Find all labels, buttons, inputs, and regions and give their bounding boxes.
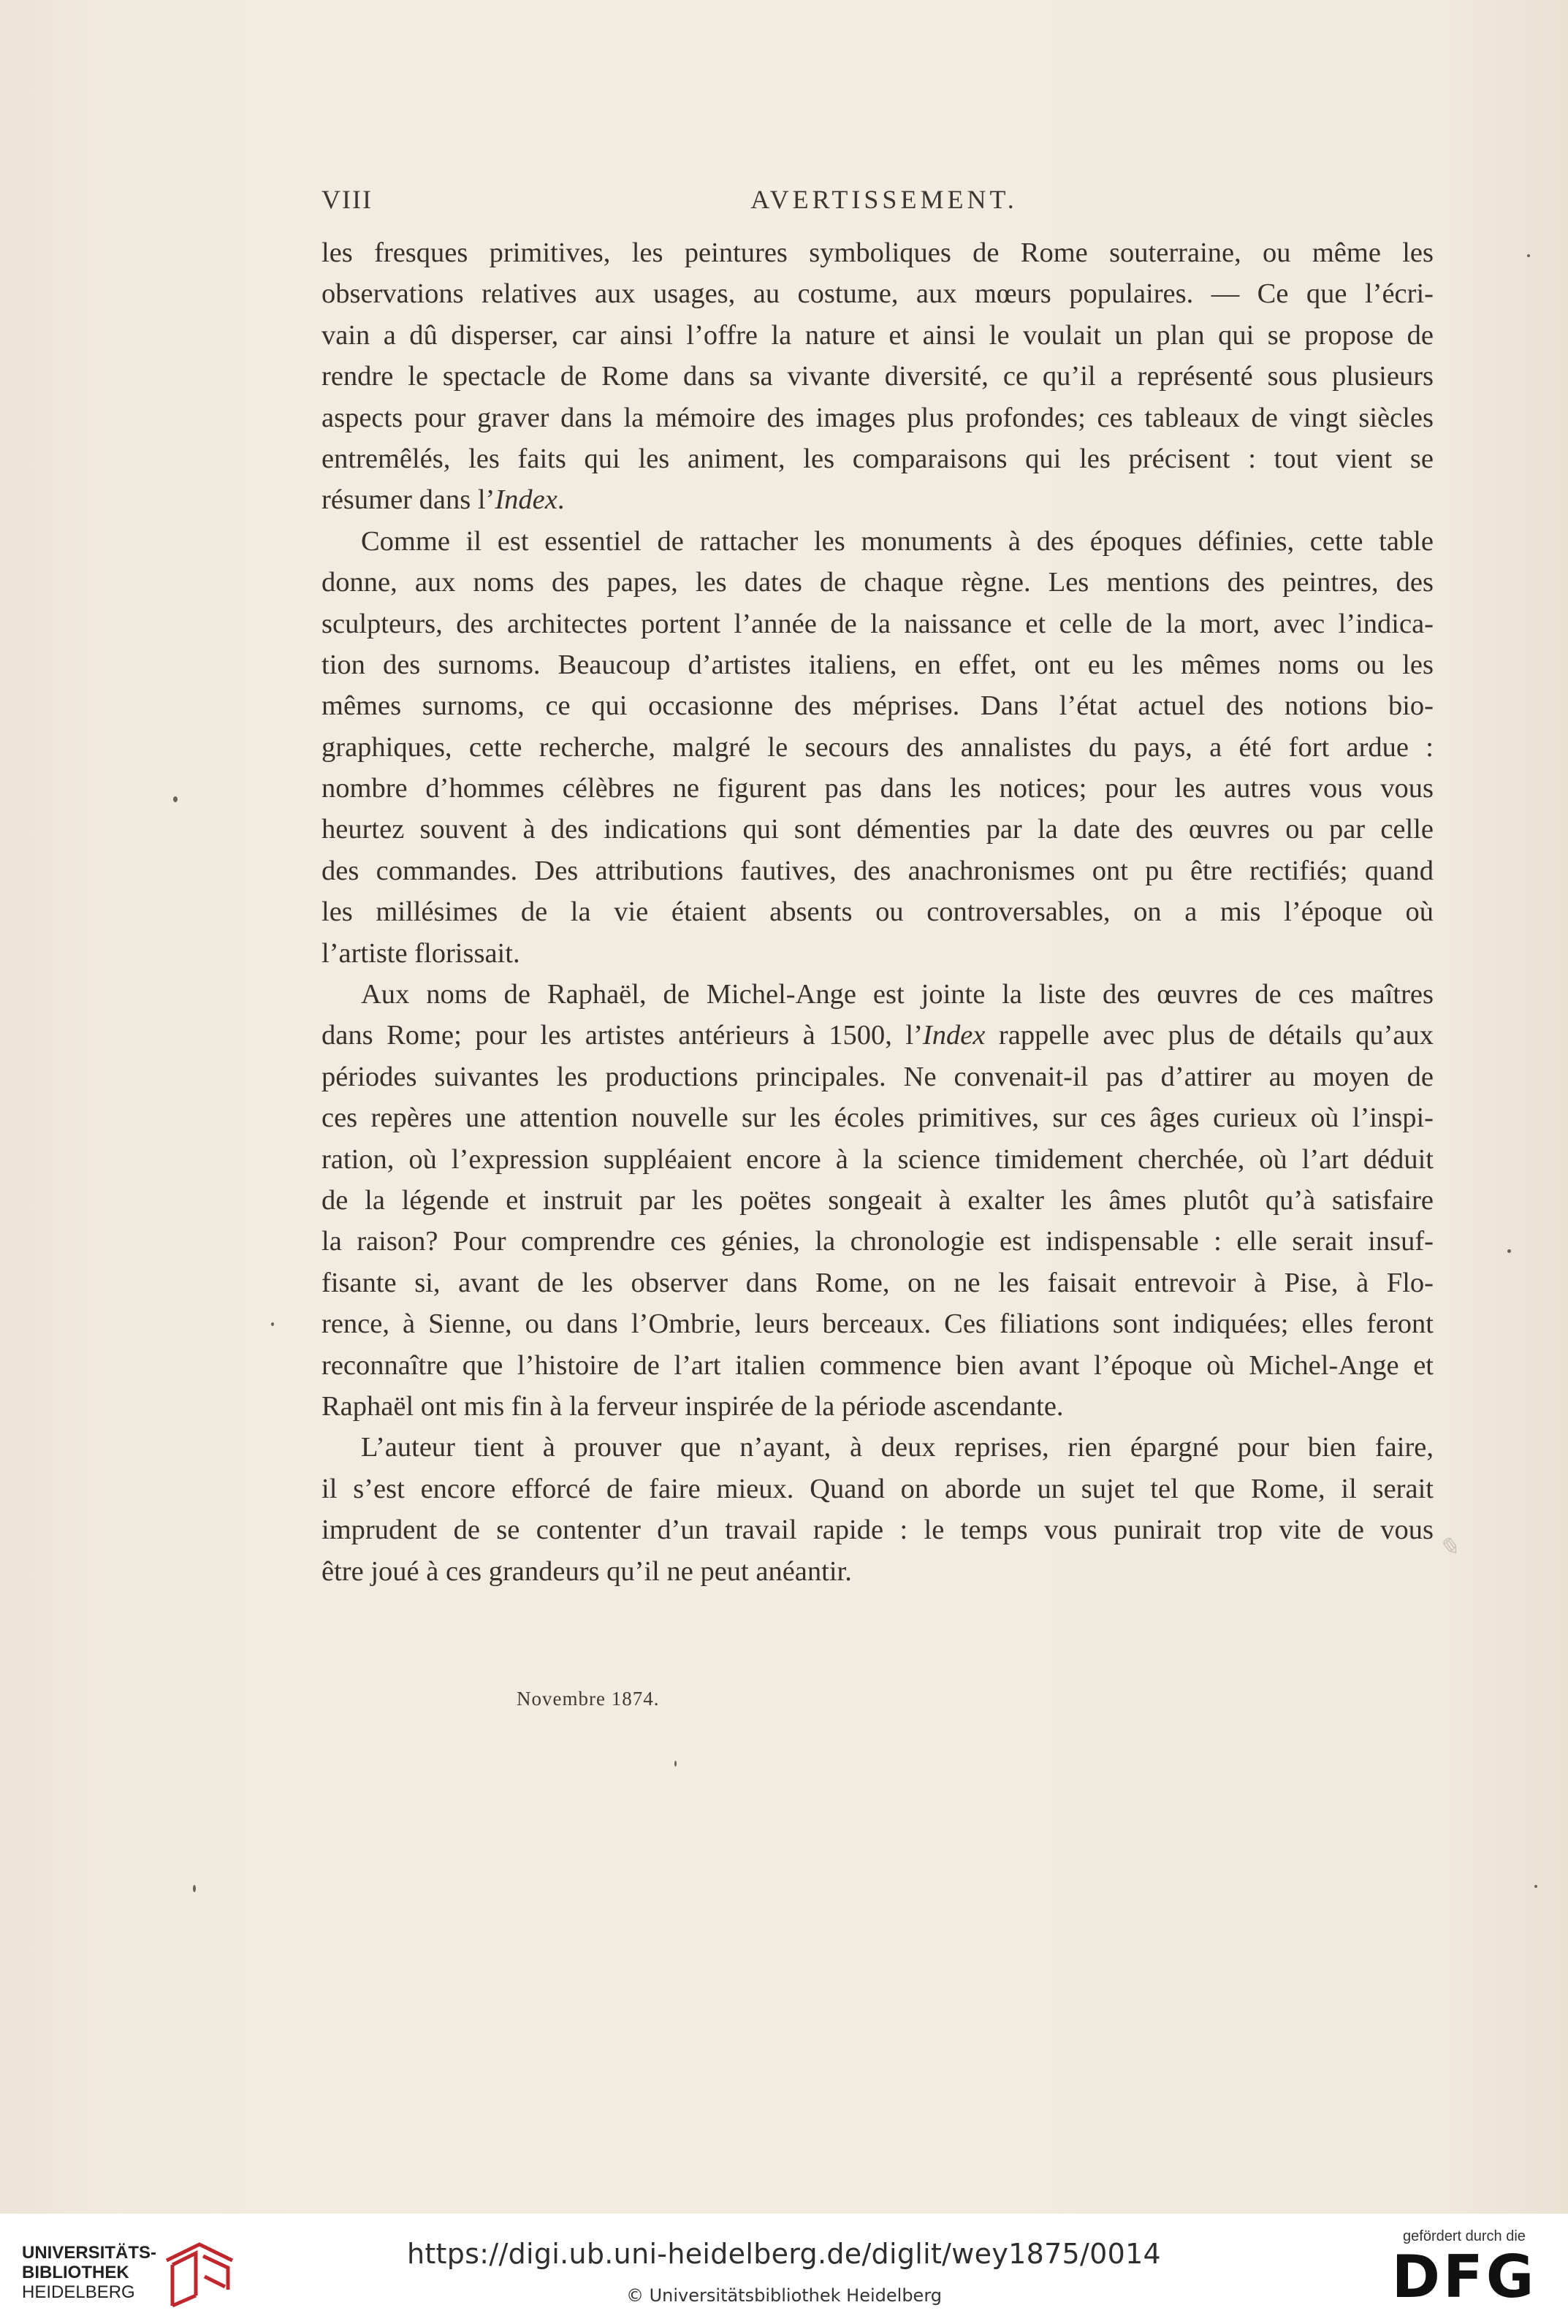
text-line: tion des surnoms. Beaucoup d’artistes italiens, en effet, ont eu les mêmes noms ou les <box>321 649 1434 680</box>
library-name-line: BIBLIOTHEK <box>22 2263 129 2282</box>
text-fragment: dans Rome; pour les artistes antérieurs à 1500, l’ <box>321 1020 923 1051</box>
text-line: rendre le spectacle de Rome dans sa vivante diversité, ce qu’il a représenté sous plusieurs <box>321 361 1434 392</box>
text-line: la raison? Pour comprendre ces génies, la chronologie est indispensable : elle serait insuf- <box>321 1226 1434 1257</box>
dateline: Novembre 1874. <box>517 1688 660 1710</box>
footer-bar <box>0 2214 1568 2324</box>
index-reference: Index <box>495 484 557 516</box>
text-line: de la légende et instruit par les poëtes songeait à exalter les âmes plutôt qu’à satisfaire <box>321 1184 1434 1216</box>
text-line: l’artiste florissait. <box>321 937 520 969</box>
pencil-mark-icon: ✎ <box>1438 1534 1459 1561</box>
text-line <box>321 1015 1434 1056</box>
body-text <box>321 232 1434 1592</box>
text-line <box>321 479 1434 520</box>
library-name-line: HEIDELBERG <box>22 2282 135 2302</box>
paragraph-1 <box>321 232 1434 521</box>
index-reference: Index <box>922 1020 986 1051</box>
text-line: nombre d’hommes célèbres ne figurent pas dans les notices; pour les autres vous vous <box>321 773 1434 804</box>
scan-speck <box>1527 254 1530 257</box>
text-line: mêmes surnoms, ce qui occasionne des méprises. Dans l’état actuel des notions bio- <box>321 690 1434 722</box>
text-line: rence, à Sienne, ou dans l’Ombrie, leurs berceaux. Ces filiations sont indiquées; elles feront <box>321 1308 1434 1340</box>
scan-speck <box>1507 1249 1511 1253</box>
text-line: entremêlés, les faits qui les animent, les comparaisons qui les précisent : tout vient se <box>321 443 1434 474</box>
text-line: ces repères une attention nouvelle sur les écoles primitives, sur ces âges curieux où l’inspi- <box>321 1102 1434 1134</box>
text-line: les fresques primitives, les peintures symboliques de Rome souterraine, ou même les <box>321 237 1434 268</box>
funder-block[interactable] <box>1384 2228 1545 2316</box>
text-line: être joué à ces grandeurs qu’il ne peut anéantir. <box>321 1555 852 1587</box>
text-line: graphiques, cette recherche, malgré le secours des annalistes du pays, a été fort ardue : <box>321 731 1434 763</box>
scan-speck <box>1534 1885 1537 1888</box>
text-line: Aux noms de Raphaël, de Michel-Ange est jointe la liste des œuvres de ces maîtres <box>361 979 1434 1010</box>
scan-speck <box>193 1885 196 1892</box>
text-line: Comme il est essentiel de rattacher les monuments à des époques définies, cette table <box>361 525 1434 557</box>
text-line: L’auteur tient à prouver que n’ayant, à deux reprises, rien épargné pour bien faire, <box>361 1432 1434 1463</box>
text-fragment: rappelle avec plus de détails qu’aux <box>985 1020 1434 1051</box>
text-line: périodes suivantes les productions principales. Ne convenait-il pas d’attirer au moyen de <box>321 1061 1434 1092</box>
funder-caption: gefördert durch die <box>1403 2228 1526 2244</box>
paragraph-3 <box>321 974 1434 1427</box>
text-line: les millésimes de la vie étaient absents ou controversables, on a mis l’époque où <box>321 896 1434 928</box>
text-line: ration, où l’expression suppléaient encore à la science timidement cherchée, où l’art déduit <box>321 1143 1434 1175</box>
copyright-notice: © Universitätsbibliothek Heidelberg <box>625 2285 942 2306</box>
text-line: vain a dû disperser, car ainsi l’offre la nature et ainsi le voulait un plan qui se propose de <box>321 319 1434 351</box>
text-line: des commandes. Des attributions fautives, des anachronismes ont pu être rectifiés; quand <box>321 855 1434 886</box>
text-line: imprudent de se contenter d’un travail rapide : le temps vous punirait trop vite de vous <box>321 1515 1434 1546</box>
paragraph-2 <box>321 521 1434 974</box>
text-line: sculpteurs, des architectes portent l’année de la naissance et celle de la mort, avec l’indica- <box>321 608 1434 639</box>
text-fragment: . <box>557 484 565 516</box>
text-line: observations relatives aux usages, au costume, aux mœurs populaires. — Ce que l’écri- <box>321 278 1434 310</box>
running-head <box>321 184 1447 221</box>
text-line: reconnaître que l’histoire de l’art italien commence bien avant l’époque où Michel-Ange et <box>321 1349 1434 1381</box>
text-line: Raphaël ont mis fin à la ferveur inspirée de la période ascendante. <box>321 1390 1064 1422</box>
scan-speck <box>173 796 178 802</box>
text-line: heurtez souvent à des indications qui sont démenties par la date des œuvres ou par celle <box>321 814 1434 845</box>
text-line: fisante si, avant de les observer dans Rome, on ne les faisait entrevoir à Pise, à Flo- <box>321 1267 1434 1298</box>
text-line: donne, aux noms des papes, les dates de chaque règne. Les mentions des peintres, des <box>321 567 1434 598</box>
scan-speck <box>271 1322 274 1326</box>
scan-speck <box>674 1761 677 1767</box>
text-fragment: résumer dans l’ <box>321 484 495 516</box>
dfg-logo-icon: DFG <box>1391 2243 1537 2311</box>
text-line: il s’est encore efforcé de faire mieux. Quand on aborde un sujet tel que Rome, il serait <box>321 1473 1434 1504</box>
library-name-line: UNIVERSITÄTS- <box>22 2243 157 2263</box>
permalink-url[interactable]: https://digi.ub.uni-heidelberg.de/diglit/wey1875/0014 <box>406 2238 1162 2270</box>
paragraph-4 <box>321 1427 1434 1592</box>
header-title: AVERTISSEMENT. <box>750 185 1018 214</box>
text-line: aspects pour graver dans la mémoire des images plus profondes; ces tableaux de vingt siècles <box>321 402 1434 433</box>
page-number: VIII <box>321 185 373 214</box>
